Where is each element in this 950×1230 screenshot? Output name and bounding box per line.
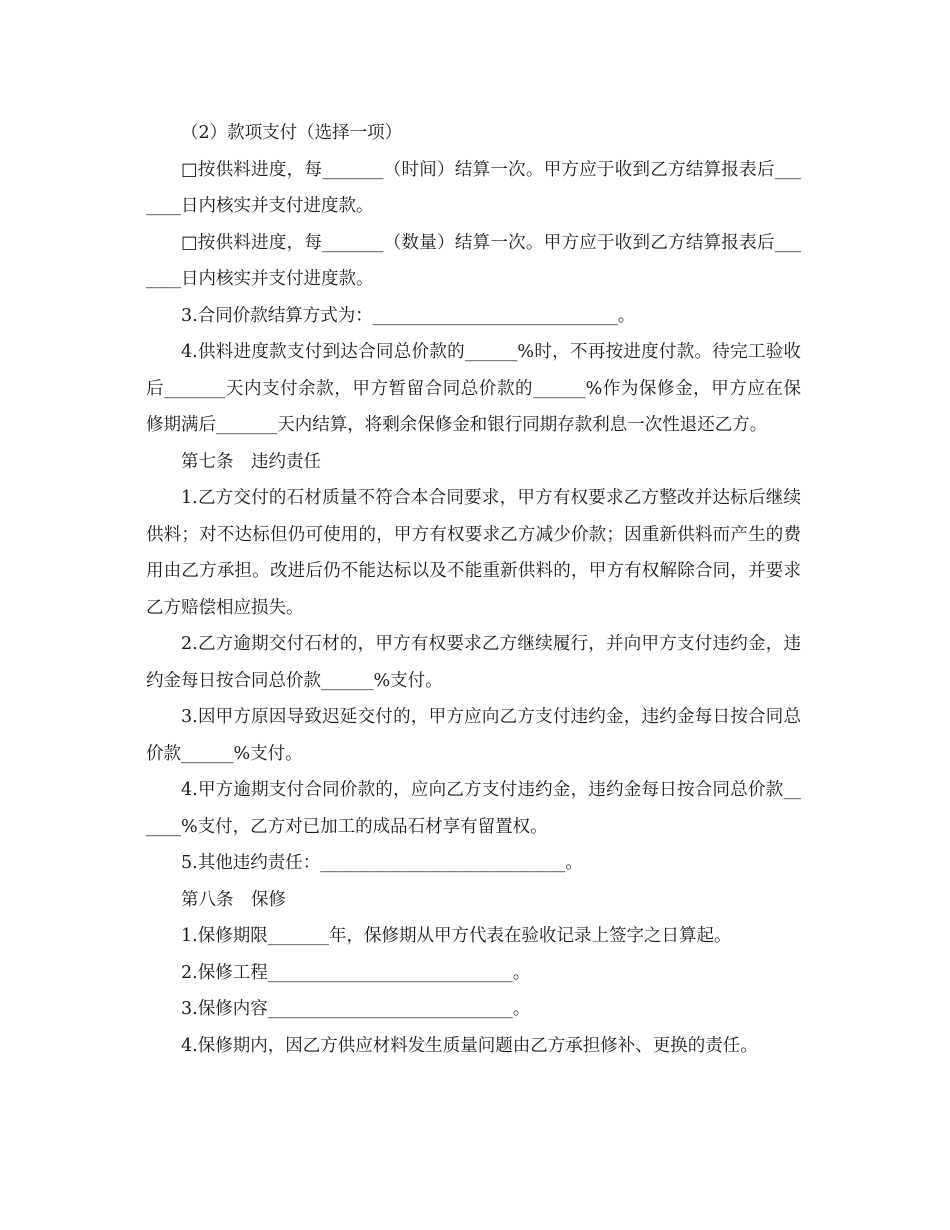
option-pay-by-time: □按供料进度，每_______（时间）结算一次。甲方应于收到乙方结算报表后_______日内核实并支付进度款。 xyxy=(146,159,801,216)
warranty-clause-4: 4.保修期内，因乙方供应材料发生质量问题由乙方承担修补、更换的责任。 xyxy=(181,1035,758,1056)
progress-payment-clause: 4.供料进度款支付到达合同总价款的______%时，不再按进度付款。待完工验收后_______天内支付余款，甲方暂留合同总价款的______%作为保修金，甲方应在保修期满后_______天内结算，将剩余保修金和银行同期存款利息一次性退还乙方。 xyxy=(146,342,801,435)
document-body xyxy=(146,115,801,1064)
breach-clause-3: 3.因甲方原因导致迟延交付的，甲方应向乙方支付违约金，违约金每日按合同总价款______%支付。 xyxy=(146,707,801,764)
settlement-method-clause: 3.合同价款结算方式为：____________________________。 xyxy=(181,305,636,326)
warranty-clause-2: 2.保修工程____________________________。 xyxy=(181,962,531,983)
breach-clause-2: 2.乙方逾期交付石材的，甲方有权要求乙方继续履行，并向甲方支付违约金，违约金每日按合同总价款______%支付。 xyxy=(146,634,801,691)
article-8-heading: 第八条 保修 xyxy=(181,889,286,910)
breach-clause-5: 5.其他违约责任：____________________________。 xyxy=(181,853,583,873)
breach-clause-1: 1.乙方交付的石材质量不符合本合同要求，甲方有权要求乙方整改并达标后继续供料；对不达标但仍可使用的，甲方有权要求乙方减少价款；因重新供料而产生的费用由乙方承担。改进后仍不能达标以及不能重新供料的，甲方有权解除合同，并要求乙方赔偿相应损失。 xyxy=(146,488,801,618)
article-7-heading: 第七条 违约责任 xyxy=(181,451,321,472)
payment-method-heading: （2）款项支付（选择一项） xyxy=(181,123,403,143)
breach-clause-4: 4.甲方逾期支付合同价款的，应向乙方支付违约金，违约金每日按合同总价款______%支付，乙方对已加工的成品石材享有留置权。 xyxy=(146,780,801,837)
option-pay-by-quantity: □按供料进度，每_______（数量）结算一次。甲方应于收到乙方结算报表后_______日内核实并支付进度款。 xyxy=(146,232,801,289)
warranty-clause-1: 1.保修期限_______年，保修期从甲方代表在验收记录上签字之日算起。 xyxy=(181,926,732,946)
warranty-clause-3: 3.保修内容____________________________。 xyxy=(181,999,531,1019)
